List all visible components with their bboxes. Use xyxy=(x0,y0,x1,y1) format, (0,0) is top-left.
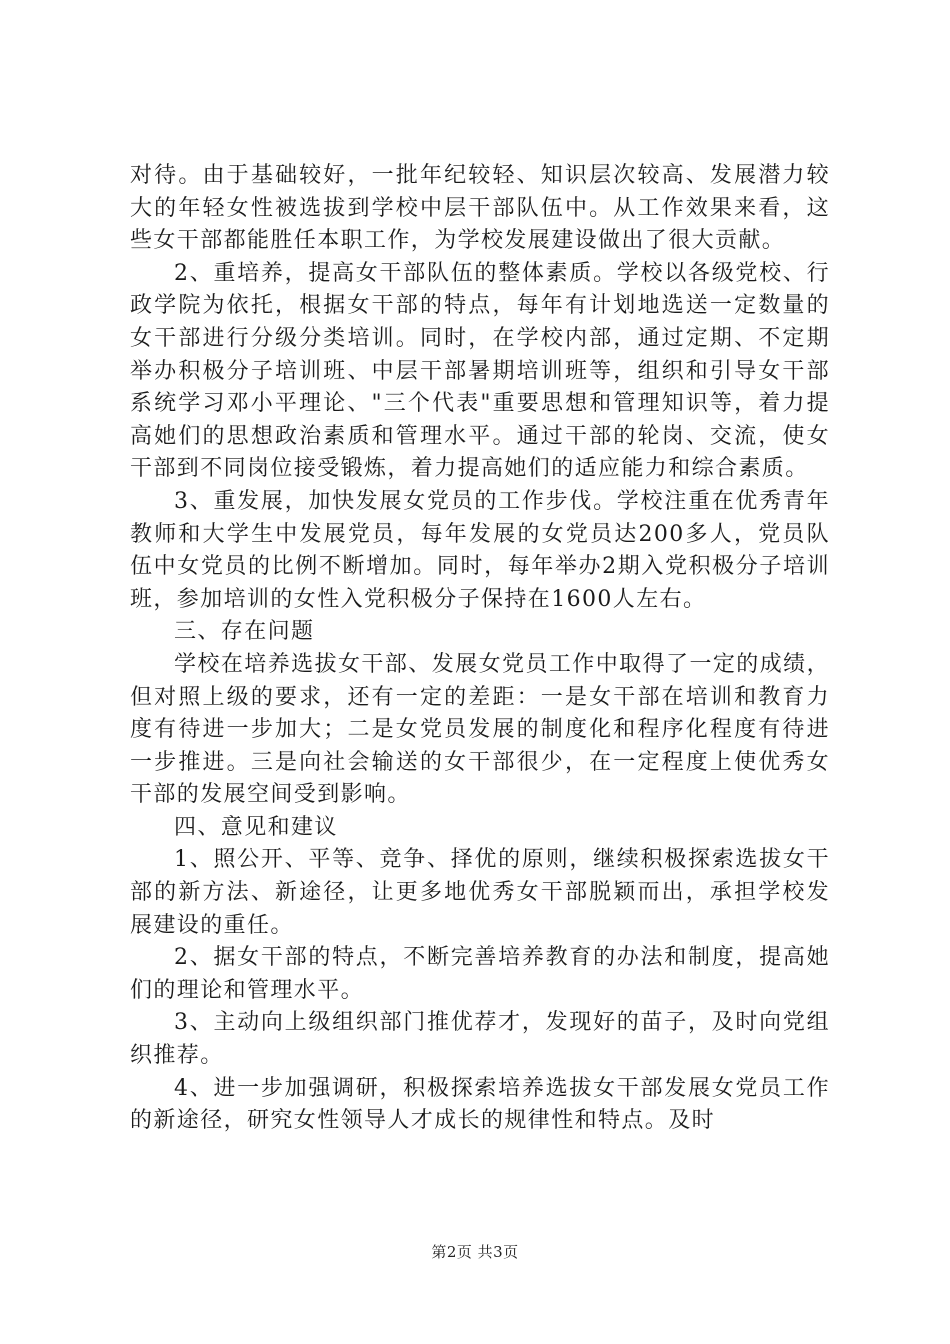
paragraph-1: 对待。由于基础较好，一批年纪较轻、知识层次较高、发展潜力较大的年轻女性被选拔到学校中层干部队伍中。从工作效果来看，这些女干部都能胜任本职工作，为学校发展建设做出了很大贡献。 xyxy=(130,163,830,254)
suggestion-item-3: 3、主动向上级组织部门推优荐才，发现好的苗子，及时向党组织推荐。 xyxy=(130,1010,830,1069)
suggestion-item-2: 2、据女干部的特点，不断完善培养教育的办法和制度，提高她们的理论和管理水平。 xyxy=(130,945,830,1003)
paragraph-3: 3、重发展，加快发展女党员的工作步伐。学校注重在优秀青年教师和大学生中发展党员，每年发展的女党员达200多人，党员队伍中女党员的比例不断增加。同时，每年举办2期入党积极分子培训班，参加培训的女性入党积极分子保持在1600人左右。 xyxy=(130,488,830,612)
section-heading-suggestions: 四、意见和建议 xyxy=(174,814,338,840)
section-heading-problems: 三、存在问题 xyxy=(174,619,315,645)
paragraph-2: 2、重培养，提高女干部队伍的整体素质。学校以各级党校、行政学院为依托，根据女干部的特点，每年有计划地选送一定数量的女干部进行分级分类培训。同时，在学校内部，通过定期、不定期举办积极分子培训班、中层干部暑期培训班等，组织和引导女干部系统学习邓小平理论、"三个代表"重要思想和管理知识等，着力提高她们的思想政治素质和管理水平。通过干部的轮岗、交流，使女干部到不同岗位接受锻炼，着力提高她们的适应能力和综合素质。 xyxy=(130,260,830,482)
paragraph-problems: 学校在培养选拔女干部、发展女党员工作中取得了一定的成绩，但对照上级的要求，还有一定的差距：一是女干部在培训和教育力度有待进一步加大；二是女党员发展的制度化和程序化程度有待进一步推进。三是向社会输送的女干部很少，在一定程度上使优秀女干部的发展空间受到影响。 xyxy=(130,651,830,808)
suggestion-item-4: 4、进一步加强调研，积极探索培养选拔女干部发展女党员工作的新途径，研究女性领导人才成长的规律性和特点。及时 xyxy=(130,1075,830,1134)
page-footer: 第2页 共3页 xyxy=(431,1243,519,1261)
suggestion-item-1: 1、照公开、平等、竞争、择优的原则，继续积极探索选拔女干部的新方法、新途径，让更多地优秀女干部脱颖而出，承担学校发展建设的重任。 xyxy=(130,847,830,938)
document-body xyxy=(130,160,830,1138)
